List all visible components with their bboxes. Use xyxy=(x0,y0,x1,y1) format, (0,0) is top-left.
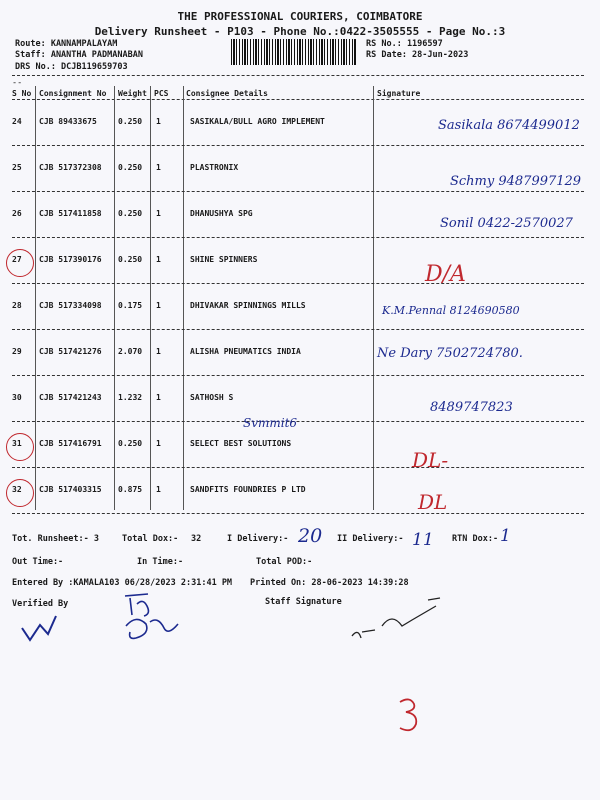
row-sno: 26 xyxy=(12,209,22,218)
row-consignee: DHANUSHYA SPG xyxy=(190,209,253,218)
row-weight: 2.070 xyxy=(118,347,143,356)
row-pcs: 1 xyxy=(156,301,161,310)
row-pcs: 1 xyxy=(156,163,161,172)
row-sno: 24 xyxy=(12,117,22,126)
staff: Staff: ANANTHA PADMANABAN xyxy=(15,50,143,60)
col-header-consignment: Consignment No xyxy=(39,89,107,98)
entered-by: Entered By :KAMALA103 06/28/2023 2:31:41 PM xyxy=(12,578,233,588)
row-weight: 0.250 xyxy=(118,163,143,172)
row-consignment-no: CJB 517416791 xyxy=(39,439,102,448)
total-dox-label: Total Dox:- xyxy=(122,534,179,544)
total-runsheet: Tot. Runsheet:- 3 xyxy=(12,534,99,544)
row-signature: D/A xyxy=(425,262,466,287)
staff-signature-scrawl xyxy=(352,598,440,638)
i-delivery-hand: 20 xyxy=(298,525,323,547)
row-sno: 25 xyxy=(12,163,22,172)
row-sno: 30 xyxy=(12,393,22,402)
i-delivery-label: I Delivery:- xyxy=(227,534,289,544)
col-header-sno: S No xyxy=(12,89,32,98)
ii-delivery-hand: 11 xyxy=(412,530,434,550)
route: Route: KANNAMPALAYAM xyxy=(15,39,118,49)
row-signature: Sasikala 8674499012 xyxy=(438,118,580,133)
row-signature: Ne Dary 7502724780. xyxy=(377,346,523,361)
drs-number: DRS No.: DCJB119659703 xyxy=(15,62,128,72)
row-consignment-no: CJB 517421243 xyxy=(39,393,102,402)
row-signature: 8489747823 xyxy=(430,400,513,415)
total-dox-value: 32 xyxy=(191,534,202,544)
row-weight: 0.250 xyxy=(118,255,143,264)
row-pcs: 1 xyxy=(156,209,161,218)
staff-signature-label: Staff Signature xyxy=(265,597,342,607)
rtn-dox-hand: 1 xyxy=(500,526,511,546)
handwritten-page-number xyxy=(400,699,416,730)
row-consignment-no: CJB 517390176 xyxy=(39,255,102,264)
row-weight: 0.250 xyxy=(118,209,143,218)
row-consignee: SATHOSH S xyxy=(190,393,234,402)
verified-signature-scrawl xyxy=(22,616,56,640)
printed-on: Printed On: 28-06-2023 14:39:28 xyxy=(250,578,409,588)
row-signature: K.M.Pennal 8124690580 xyxy=(382,304,520,317)
verified-by: Verified By xyxy=(12,599,69,609)
row-consignment-no: CJB 517421276 xyxy=(39,347,102,356)
row-sno: 29 xyxy=(12,347,22,356)
row-weight: 0.250 xyxy=(118,439,143,448)
out-time: Out Time:- xyxy=(12,557,64,567)
row-weight: 1.232 xyxy=(118,393,143,402)
row-sno: 28 xyxy=(12,301,22,310)
row-weight: 0.175 xyxy=(118,301,143,310)
row-signature: DL- xyxy=(412,448,449,472)
row-consignee: DHIVAKAR SPINNINGS MILLS xyxy=(190,301,306,310)
ii-delivery-label: II Delivery:- xyxy=(337,534,404,544)
row-pcs: 1 xyxy=(156,485,161,494)
row-consignee: SASIKALA/BULL AGRO IMPLEMENT xyxy=(190,117,325,126)
row-weight: 0.875 xyxy=(118,485,143,494)
row-pcs: 1 xyxy=(156,439,161,448)
dash-mark: -- xyxy=(12,78,23,88)
total-pod: Total POD:- xyxy=(256,557,313,567)
row-signature: Sonil 0422-2570027 xyxy=(440,216,573,231)
in-time: In Time:- xyxy=(137,557,184,567)
row-pcs: 1 xyxy=(156,393,161,402)
row-signature: Schmy 9487997129 xyxy=(450,174,582,189)
handwritten-summit: Svmmit6 xyxy=(243,416,298,430)
row-sno: 32 xyxy=(12,485,22,494)
row-pcs: 1 xyxy=(156,255,161,264)
row-consignee: SELECT BEST SOLUTIONS xyxy=(190,439,292,448)
row-consignee: SHINE SPINNERS xyxy=(190,255,258,264)
initials-scrawl-1 xyxy=(125,594,148,616)
row-sno: 27 xyxy=(12,255,22,264)
company-title: THE PROFESSIONAL COURIERS, COIMBATORE xyxy=(177,10,423,23)
row-consignment-no: CJB 517372308 xyxy=(39,163,102,172)
row-weight: 0.250 xyxy=(118,117,143,126)
rs-number: RS No.: 1196597 xyxy=(366,39,443,49)
row-signature: DL xyxy=(418,490,448,514)
row-consignee: PLASTRONIX xyxy=(190,163,239,172)
col-header-signature: Signature xyxy=(377,89,421,98)
rs-date: RS Date: 28-Jun-2023 xyxy=(366,50,469,60)
row-consignee: SANDFITS FOUNDRIES P LTD xyxy=(190,485,306,494)
col-header-consignee: Consignee Details xyxy=(186,89,268,98)
row-pcs: 1 xyxy=(156,117,161,126)
runsheet-subtitle: Delivery Runsheet - P103 - Phone No.:0422-3505555 - Page No.:3 xyxy=(94,25,506,38)
rtn-dox-label: RTN Dox:- xyxy=(452,534,499,544)
row-sno: 31 xyxy=(12,439,22,448)
col-header-weight: Weight xyxy=(118,89,147,98)
row-consignee: ALISHA PNEUMATICS INDIA xyxy=(190,347,301,356)
row-consignment-no: CJB 89433675 xyxy=(39,117,97,126)
col-header-pcs: PCS xyxy=(154,89,169,98)
row-consignment-no: CJB 517411858 xyxy=(39,209,102,218)
row-consignment-no: CJB 517334098 xyxy=(39,301,102,310)
row-pcs: 1 xyxy=(156,347,161,356)
row-consignment-no: CJB 517403315 xyxy=(39,485,102,494)
initials-scrawl-2 xyxy=(126,619,178,638)
